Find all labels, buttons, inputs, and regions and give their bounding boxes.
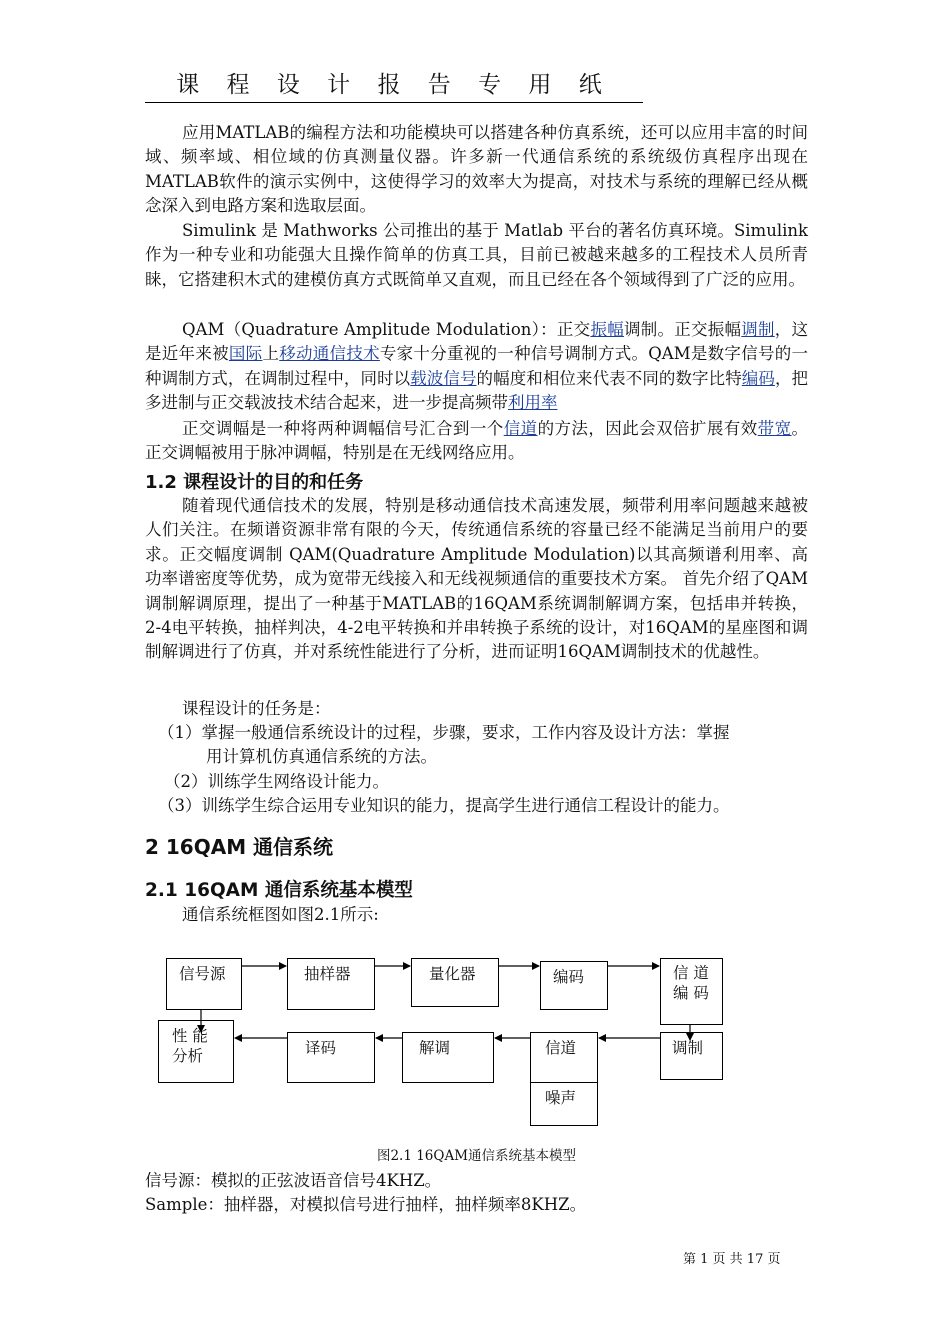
block-label: 抽样器 — [304, 965, 351, 983]
task-1-line-2: 用计算机仿真通信系统的方法。 — [206, 747, 437, 766]
intro-paragraph-1: 应用MATLAB的编程方法和功能模块可以搭建各种仿真系统，还可以应用丰富的时间域、频率域、相位域的仿真测量仪器。许多新一代通信系统的系统级仿真程序出现在MATLAB软件的演示实例中，这使得学习的效率大为提高，对技术与系统的理解已经从概念深入到电路方案和选取层面。 — [145, 123, 808, 216]
text: 的方法，因此会双倍扩展有效 — [537, 419, 758, 438]
text: ，把多进制与正交载波技术结合起来，进一步提高频带 — [145, 368, 809, 413]
diagram-intro: 通信系统框图如图2.1所示: — [182, 905, 379, 924]
block-label: 信 道 — [673, 964, 709, 982]
task-1-line-1: （1）掌握一般通信系统设计的过程，步骤，要求，工作内容及设计方法：掌握 — [158, 723, 730, 742]
link-modulation[interactable]: 调制 — [741, 320, 775, 339]
link-bandwidth[interactable]: 带宽 — [757, 419, 792, 438]
block-label: 性 能 — [172, 1027, 208, 1045]
block-label: 编 码 — [673, 984, 709, 1002]
link-encoding[interactable]: 编码 — [741, 368, 775, 388]
link-carrier-signal[interactable]: 载波信号 — [410, 368, 477, 388]
block-label: 量化器 — [429, 965, 476, 983]
block-label: 译码 — [305, 1039, 337, 1057]
section-2-heading: 2 16QAM 通信系统 — [145, 835, 334, 859]
figure-caption: 图2.1 16QAM通信系统基本模型 — [376, 1148, 577, 1164]
def-sample: Sample：抽样器，对模拟信号进行抽样，抽样频率8KHZ。 — [145, 1195, 587, 1214]
section-1-2-heading: 1.2 课程设计的目的和任务 — [145, 472, 364, 493]
link-channel[interactable]: 信道 — [503, 419, 538, 438]
text: ，这是近年来被 — [145, 320, 809, 364]
tasks-intro: 课程设计的任务是： — [182, 699, 331, 718]
page-header-title: 课 程 设 计 报 告 专 用 纸 — [145, 66, 643, 103]
block-label: 噪声 — [545, 1089, 577, 1107]
text: 的幅度和相位来代表不同的数字比特 — [476, 368, 742, 388]
def-signal-source: 信号源：模拟的正弦波语音信号4KHZ。 — [145, 1171, 442, 1190]
text: QAM（Quadrature Amplitude Modulation）：正交 — [182, 320, 591, 339]
link-international[interactable]: 国际 — [228, 344, 263, 364]
section-1-2-paragraph: 随着现代通信技术的发展，特别是移动通信技术高速发展，频带利用率问题越来越被人们关注。在频谱资源非常有限的今天，传统通信系统的容量已经不能满足当前用户的要求。正交幅度调制 QAM(Quadrature Amplitude Modulation)以其高频谱利用率、高功率谱密度等优势，成为宽带无线接入和无线视频通信的重要技术方案。 首先介绍了QAM调制解调原理，提出了一种基于MATLAB的16QAM系统调制解调方案，包括串并转换，2-4电平转换，抽样判决，4-2电平转换和并串转换子系统的设计，对16QAM的星座图和调制解调进行了仿真，并对系统性能进行了分析，进而证明16QAM调制技术的优越性。 — [145, 496, 808, 662]
task-2: （2）训练学生网络设计能力。 — [164, 772, 389, 791]
text: 。正交调幅被用于脉冲调幅，特别是在无线网络应用。 — [145, 419, 809, 463]
block-label: 编码 — [553, 968, 585, 986]
block-label: 信号源 — [179, 965, 226, 983]
page-number: 第 1 页 共 17 页 — [683, 1252, 781, 1267]
link-amplitude[interactable]: 振幅 — [590, 320, 624, 339]
text: 专家十分重视的一种信号调制方式。QAM是数字信号的一种调制方式，在调制过程中，同时以 — [145, 344, 809, 388]
text: 上 — [262, 344, 280, 364]
intro-paragraph-2: Simulink 是 Mathworks 公司推出的基于 Matlab 平台的著名仿真环境。Simulink作为一种专业和功能强大且操作简单的仿真工具，目前已被越来越多的工程技术人员所青睐，它搭建积木式的建模仿真方式既简单又直观，而且已经在各个领域得到了广泛的应用。 — [145, 221, 808, 289]
link-utilization[interactable]: 利用率 — [508, 393, 558, 413]
block-label: 调制 — [672, 1039, 704, 1057]
task-3: （3）训练学生综合运用专业知识的能力，提高学生进行通信工程设计的能力。 — [158, 796, 730, 815]
block-label: 信道 — [545, 1039, 577, 1057]
text: 正交调幅是一种将两种调幅信号汇合到一个 — [182, 419, 504, 438]
text: 调制。正交振幅 — [623, 320, 742, 339]
block-label: 解调 — [419, 1039, 451, 1057]
section-2-1-heading: 2.1 16QAM 通信系统基本模型 — [145, 880, 413, 901]
link-mobile-comm-tech[interactable]: 移动通信技术 — [279, 344, 380, 364]
block-label: 分析 — [172, 1047, 204, 1065]
